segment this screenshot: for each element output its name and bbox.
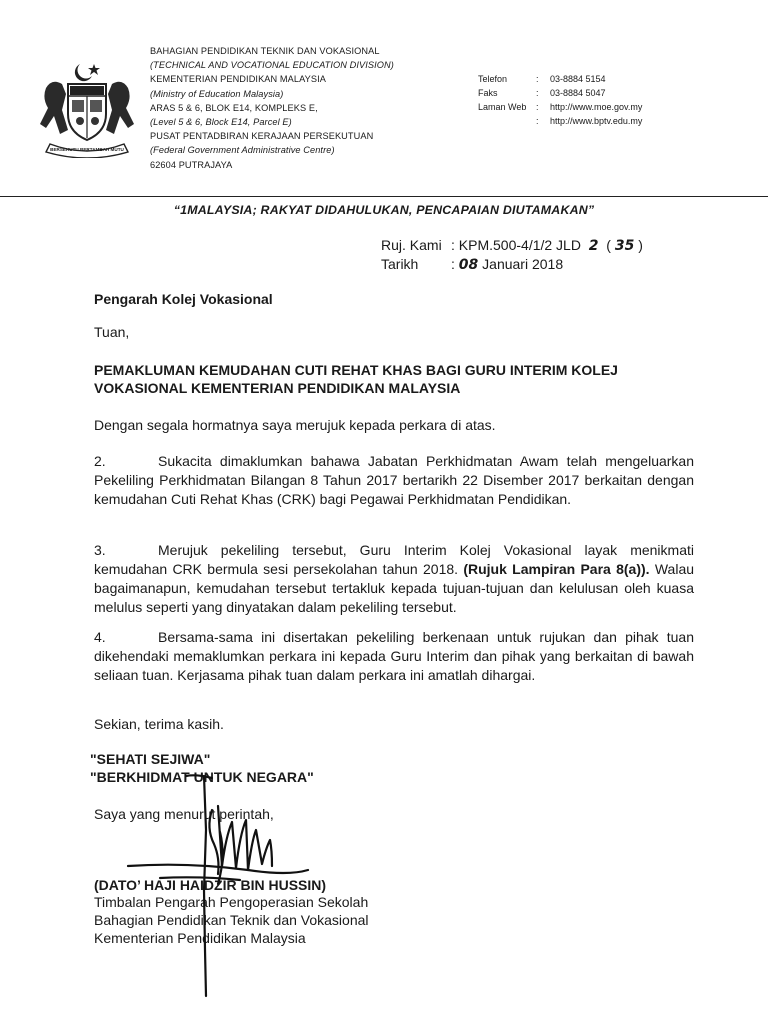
letterhead-line: (Ministry of Education Malaysia): [150, 88, 284, 99]
faks-value: 03-8884 5047: [550, 88, 606, 98]
letterhead-line: ARAS 5 & 6, BLOK E14, KOMPLEKS E,: [150, 102, 318, 113]
paragraph-2: [94, 452, 694, 509]
letterhead-line: 62604 PUTRAJAYA: [150, 159, 233, 170]
svg-text:BERSEKUTU BERTAMBAH MUTU: BERSEKUTU BERTAMBAH MUTU: [50, 147, 124, 152]
reference-tarikh: [381, 255, 643, 274]
letterhead-contact: [478, 72, 642, 128]
ruj-handwritten-number: 35: [614, 238, 635, 254]
yang-menurut-perintah: Saya yang menurut perintah,: [94, 806, 274, 822]
tarikh-colon: :: [451, 256, 455, 272]
reference-block: [381, 236, 643, 274]
contact-web-2: [478, 114, 642, 128]
letterhead-line: (Level 5 & 6, Block E14, Parcel E): [150, 117, 292, 128]
colon: :: [536, 102, 539, 112]
ruj-handwritten-volume: 2: [588, 238, 599, 254]
paragraph-reference-bold: (Rujuk Lampiran Para 8(a)).: [463, 561, 650, 577]
paragraph-text: Sukacita dimaklumkan bahawa Jabatan Perkhidmatan Awam telah mengeluarkan Pekeliling Perkhidmatan Bilangan 8 Tahun 2017 bertarikh 22 Disember 2017 berkaitan dengan kemudahan Cuti Rehat Khas (CRK) bagi Pegawai Perkhidmatan Pendidikan.: [94, 453, 694, 507]
paragraph-number: 3.: [94, 542, 106, 558]
opening-sentence: Dengan segala hormatnya saya merujuk kepada perkara di atas.: [94, 417, 496, 433]
tarikh-handwritten-day: 08: [458, 257, 479, 273]
tarikh-month-year: Januari 2018: [482, 256, 564, 272]
contact-telefon: [478, 72, 642, 86]
reference-ruj: [381, 236, 643, 255]
paragraph-4: [94, 628, 694, 685]
signatory-ministry: Kementerian Pendidikan Malaysia: [94, 930, 306, 946]
slogan-sehati-sejiwa: "SEHATI SEJIWA": [90, 751, 211, 767]
web-label: Laman Web: [478, 102, 527, 112]
motto: “1MALAYSIA; RAKYAT DIDAHULUKAN, PENCAPAIAN DIUTAMAKAN”: [173, 203, 595, 217]
letterhead-line: (TECHNICAL AND VOCATIONAL EDUCATION DIVISION): [150, 60, 394, 71]
slogan-berkhidmat: "BERKHIDMAT UNTUK NEGARA": [90, 769, 314, 785]
letterhead-line: BAHAGIAN PENDIDIKAN TEKNIK DAN VOKASIONAL: [150, 46, 380, 56]
signatory-name: (DATO’ HAJI HAIDZIR BIN HUSSIN): [94, 877, 327, 893]
letterhead-address: [150, 44, 394, 172]
faks-label: Faks: [478, 88, 498, 98]
signatory-division: Bahagian Pendidikan Teknik dan Vokasional: [94, 912, 369, 928]
salutation: Tuan,: [94, 324, 130, 340]
colon: :: [536, 88, 539, 98]
ruj-value: : KPM.500-4/1/2 JLD: [451, 237, 581, 253]
paragraph-number: 2.: [94, 453, 106, 469]
contact-faks: [478, 86, 642, 100]
letterhead-line: (Federal Government Administrative Centre): [150, 145, 335, 156]
colon: :: [536, 116, 539, 126]
paragraph-text: Merujuk pekeliling tersebut, Guru Interim Kolej Vokasional layak menikmati kemudahan CRK bermula sesi persekolahan tahun 2018.: [94, 542, 694, 577]
closing: Sekian, terima kasih.: [94, 716, 224, 732]
web-link-bptv[interactable]: http://www.bptv.edu.my: [550, 116, 643, 126]
telefon-label: Telefon: [478, 74, 508, 84]
paragraph-3: [94, 541, 694, 617]
tarikh-label: Tarikh: [381, 256, 419, 272]
subject-heading: PEMAKLUMAN KEMUDAHAN CUTI REHAT KHAS BAGI GURU INTERIM KOLEJ VOKASIONAL KEMENTERIAN PENDIDIKAN MALAYSIA: [94, 362, 618, 396]
letterhead-line: PUSAT PENTADBIRAN KERAJAAN PERSEKUTUAN: [150, 131, 374, 142]
contact-web: [478, 100, 642, 114]
ruj-paren-open: (: [606, 237, 611, 253]
ruj-paren-close: ): [638, 237, 643, 253]
paragraph-number: 4.: [94, 629, 106, 645]
colon: :: [536, 74, 539, 84]
ruj-label: Ruj. Kami: [381, 237, 442, 253]
paragraph-text: Bersama-sama ini disertakan pekeliling berkenaan untuk rujukan dan pihak tuan dikehendaki memaklumkan perkara ini kepada Guru Interim dan pihak yang berkaitan di bawah seliaan tuan. Kerjasama pihak tuan dalam perkara ini amatlah dihargai.: [94, 629, 694, 683]
paragraph-text: Walau bagaimanapun, kemudahan tersebut tertakluk kepada tujuan-tujuan dan kelulusan oleh kuasa melulus seperti yang dinyatakan dalam pekeliling tersebut.: [94, 561, 695, 615]
letterhead-line: KEMENTERIAN PENDIDIKAN MALAYSIA: [150, 74, 326, 85]
recipient: Pengarah Kolej Vokasional: [94, 291, 273, 307]
telefon-value: 03-8884 5154: [550, 74, 606, 84]
letterhead-divider: [0, 196, 768, 197]
signatory-title: Timbalan Pengarah Pengoperasian Sekolah: [94, 894, 369, 910]
web-link-moe[interactable]: http://www.moe.gov.my: [550, 102, 643, 112]
malaysia-coat-of-arms-icon: [28, 58, 146, 158]
